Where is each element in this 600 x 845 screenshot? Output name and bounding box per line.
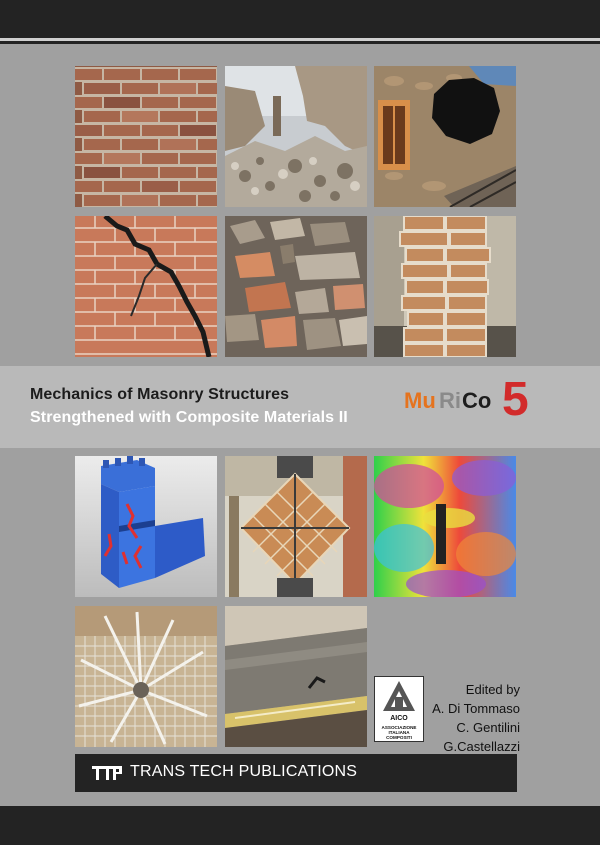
aico-acronym: AICO: [390, 715, 408, 722]
strain-field-map-image: [374, 456, 516, 597]
ttp-logo-icon: [92, 766, 122, 780]
editor-name: A. Di Tommaso: [432, 701, 520, 716]
logo-mu: Mu: [404, 388, 436, 413]
fiber-anchor-mesh-photo: [75, 606, 217, 747]
cracked-brick-wall-photo: [75, 216, 217, 357]
logo-co: Co: [462, 388, 492, 413]
top-divider-line: [0, 38, 600, 41]
damaged-stone-wall-hole-photo: [374, 66, 516, 207]
logo-ri: Ri: [439, 388, 461, 413]
editor-name: C. Gentilini: [456, 720, 520, 735]
publisher-bar: [75, 754, 517, 792]
bottom-dark-band: [0, 806, 600, 845]
aico-logo: [374, 676, 424, 742]
publisher-name: TRANS TECH PUBLICATIONS: [130, 763, 358, 780]
top-dark-band: [0, 0, 600, 36]
editors-block: [430, 680, 520, 756]
damaged-brick-column-photo: [374, 216, 516, 357]
editor-name: G.Castellazzi: [443, 739, 520, 754]
brick-wall-photo: [75, 66, 217, 207]
book-title-line2: Strengthened with Composite Materials II: [30, 409, 348, 426]
logo-number: 5: [502, 373, 529, 426]
edited-by-label: Edited by: [465, 682, 520, 697]
aico-full-name: ASSOCIAZIONE ITALIANA COMPOSITI: [381, 725, 417, 740]
diagonal-compression-test-photo: [225, 456, 367, 597]
murico-logo: [404, 373, 544, 436]
strengthened-beam-photo: [225, 606, 367, 747]
earthquake-rubble-street-photo: [225, 66, 367, 207]
tower-fem-model-image: [75, 456, 217, 597]
book-title-line1: Mechanics of Masonry Structures: [30, 386, 290, 403]
rubble-pile-photo: [225, 216, 367, 357]
